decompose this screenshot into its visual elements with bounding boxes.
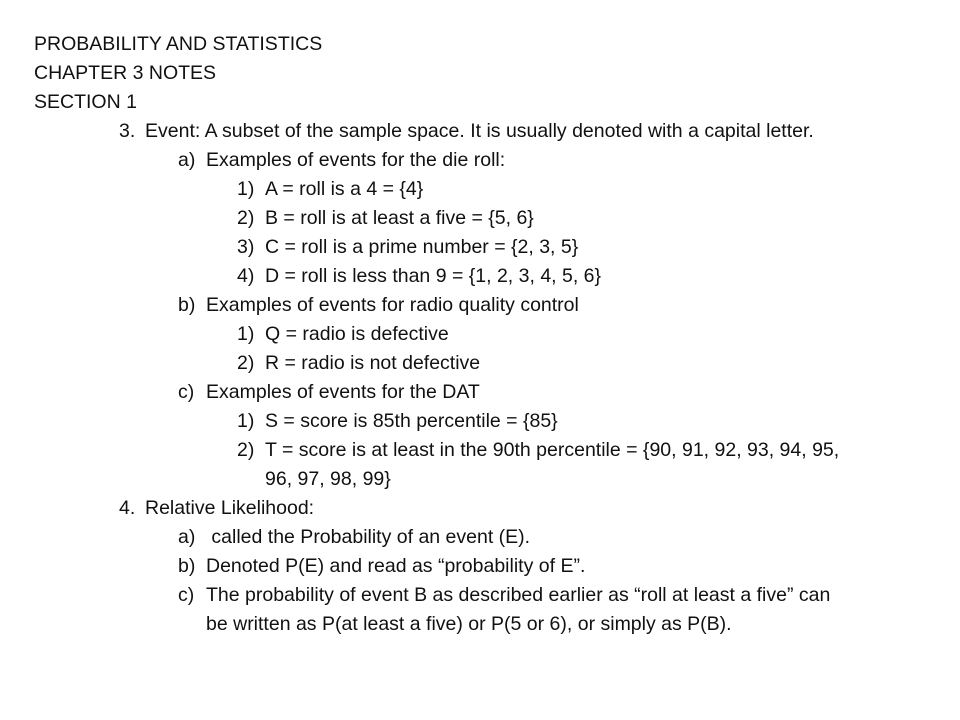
list-text: R = radio is not defective (265, 352, 481, 374)
list-number: 1) (237, 410, 255, 432)
subitem-text: Examples of events for radio quality control (206, 294, 579, 316)
item-number: 3. (119, 120, 136, 142)
list-item (237, 322, 449, 346)
subitem-letter: c) (178, 584, 195, 606)
list-text: S = score is 85th percentile = {85} (265, 410, 558, 432)
list-item (237, 409, 558, 433)
item-text: Relative Likelihood: (145, 497, 315, 519)
subitem-example (178, 583, 830, 607)
list-text: D = roll is less than 9 = {1, 2, 3, 4, 5, 6} (265, 265, 602, 287)
list-number: 3) (237, 236, 255, 258)
section-heading: SECTION 1 (34, 91, 137, 113)
list-item-continuation: 96, 97, 98, 99} (265, 468, 391, 490)
list-item (237, 206, 534, 230)
item-number: 4. (119, 497, 136, 519)
item-text: Event: A subset of the sample space. It is usually denoted with a capital letter. (145, 120, 814, 142)
subitem-text: Examples of events for the DAT (206, 381, 480, 403)
subitem-text: The probability of event B as described earlier as “roll at least a five” can (206, 584, 831, 606)
subitem-text: called the Probability of an event (E). (206, 526, 531, 548)
list-text: A = roll is a 4 = {4} (265, 178, 424, 200)
subitem-notation (178, 554, 585, 578)
subitem-letter: b) (178, 294, 196, 316)
list-text: C = roll is a prime number = {2, 3, 5} (265, 236, 579, 258)
list-number: 2) (237, 439, 255, 461)
list-number: 1) (237, 323, 255, 345)
list-item (237, 264, 601, 288)
subitem-die-roll (178, 148, 505, 172)
subitem-text: Examples of events for the die roll: (206, 149, 506, 171)
list-text: B = roll is at least a five = {5, 6} (265, 207, 534, 229)
subitem-example-continuation: be written as P(at least a five) or P(5 or 6), or simply as P(B). (206, 613, 732, 635)
list-number: 4) (237, 265, 255, 287)
subitem-letter: a) (178, 526, 196, 548)
list-item (237, 235, 578, 259)
list-number: 1) (237, 178, 255, 200)
list-item (237, 351, 480, 375)
list-text: Q = radio is defective (265, 323, 449, 345)
list-item (237, 438, 839, 462)
subitem-letter: b) (178, 555, 196, 577)
list-number: 2) (237, 207, 255, 229)
subitem-text: Denoted P(E) and read as “probability of E”. (206, 555, 586, 577)
list-item (237, 177, 423, 201)
item-likelihood (119, 496, 314, 520)
subitem-radio-quality (178, 293, 579, 317)
document-title: PROBABILITY AND STATISTICS (34, 33, 323, 55)
item-event (119, 119, 814, 143)
subitem-letter: c) (178, 381, 195, 403)
subitem-probability (178, 525, 530, 549)
list-text: T = score is at least in the 90th percentile = {90, 91, 92, 93, 94, 95, (265, 439, 840, 461)
subitem-dat (178, 380, 480, 404)
subitem-letter: a) (178, 149, 196, 171)
chapter-heading: CHAPTER 3 NOTES (34, 62, 217, 84)
list-number: 2) (237, 352, 255, 374)
